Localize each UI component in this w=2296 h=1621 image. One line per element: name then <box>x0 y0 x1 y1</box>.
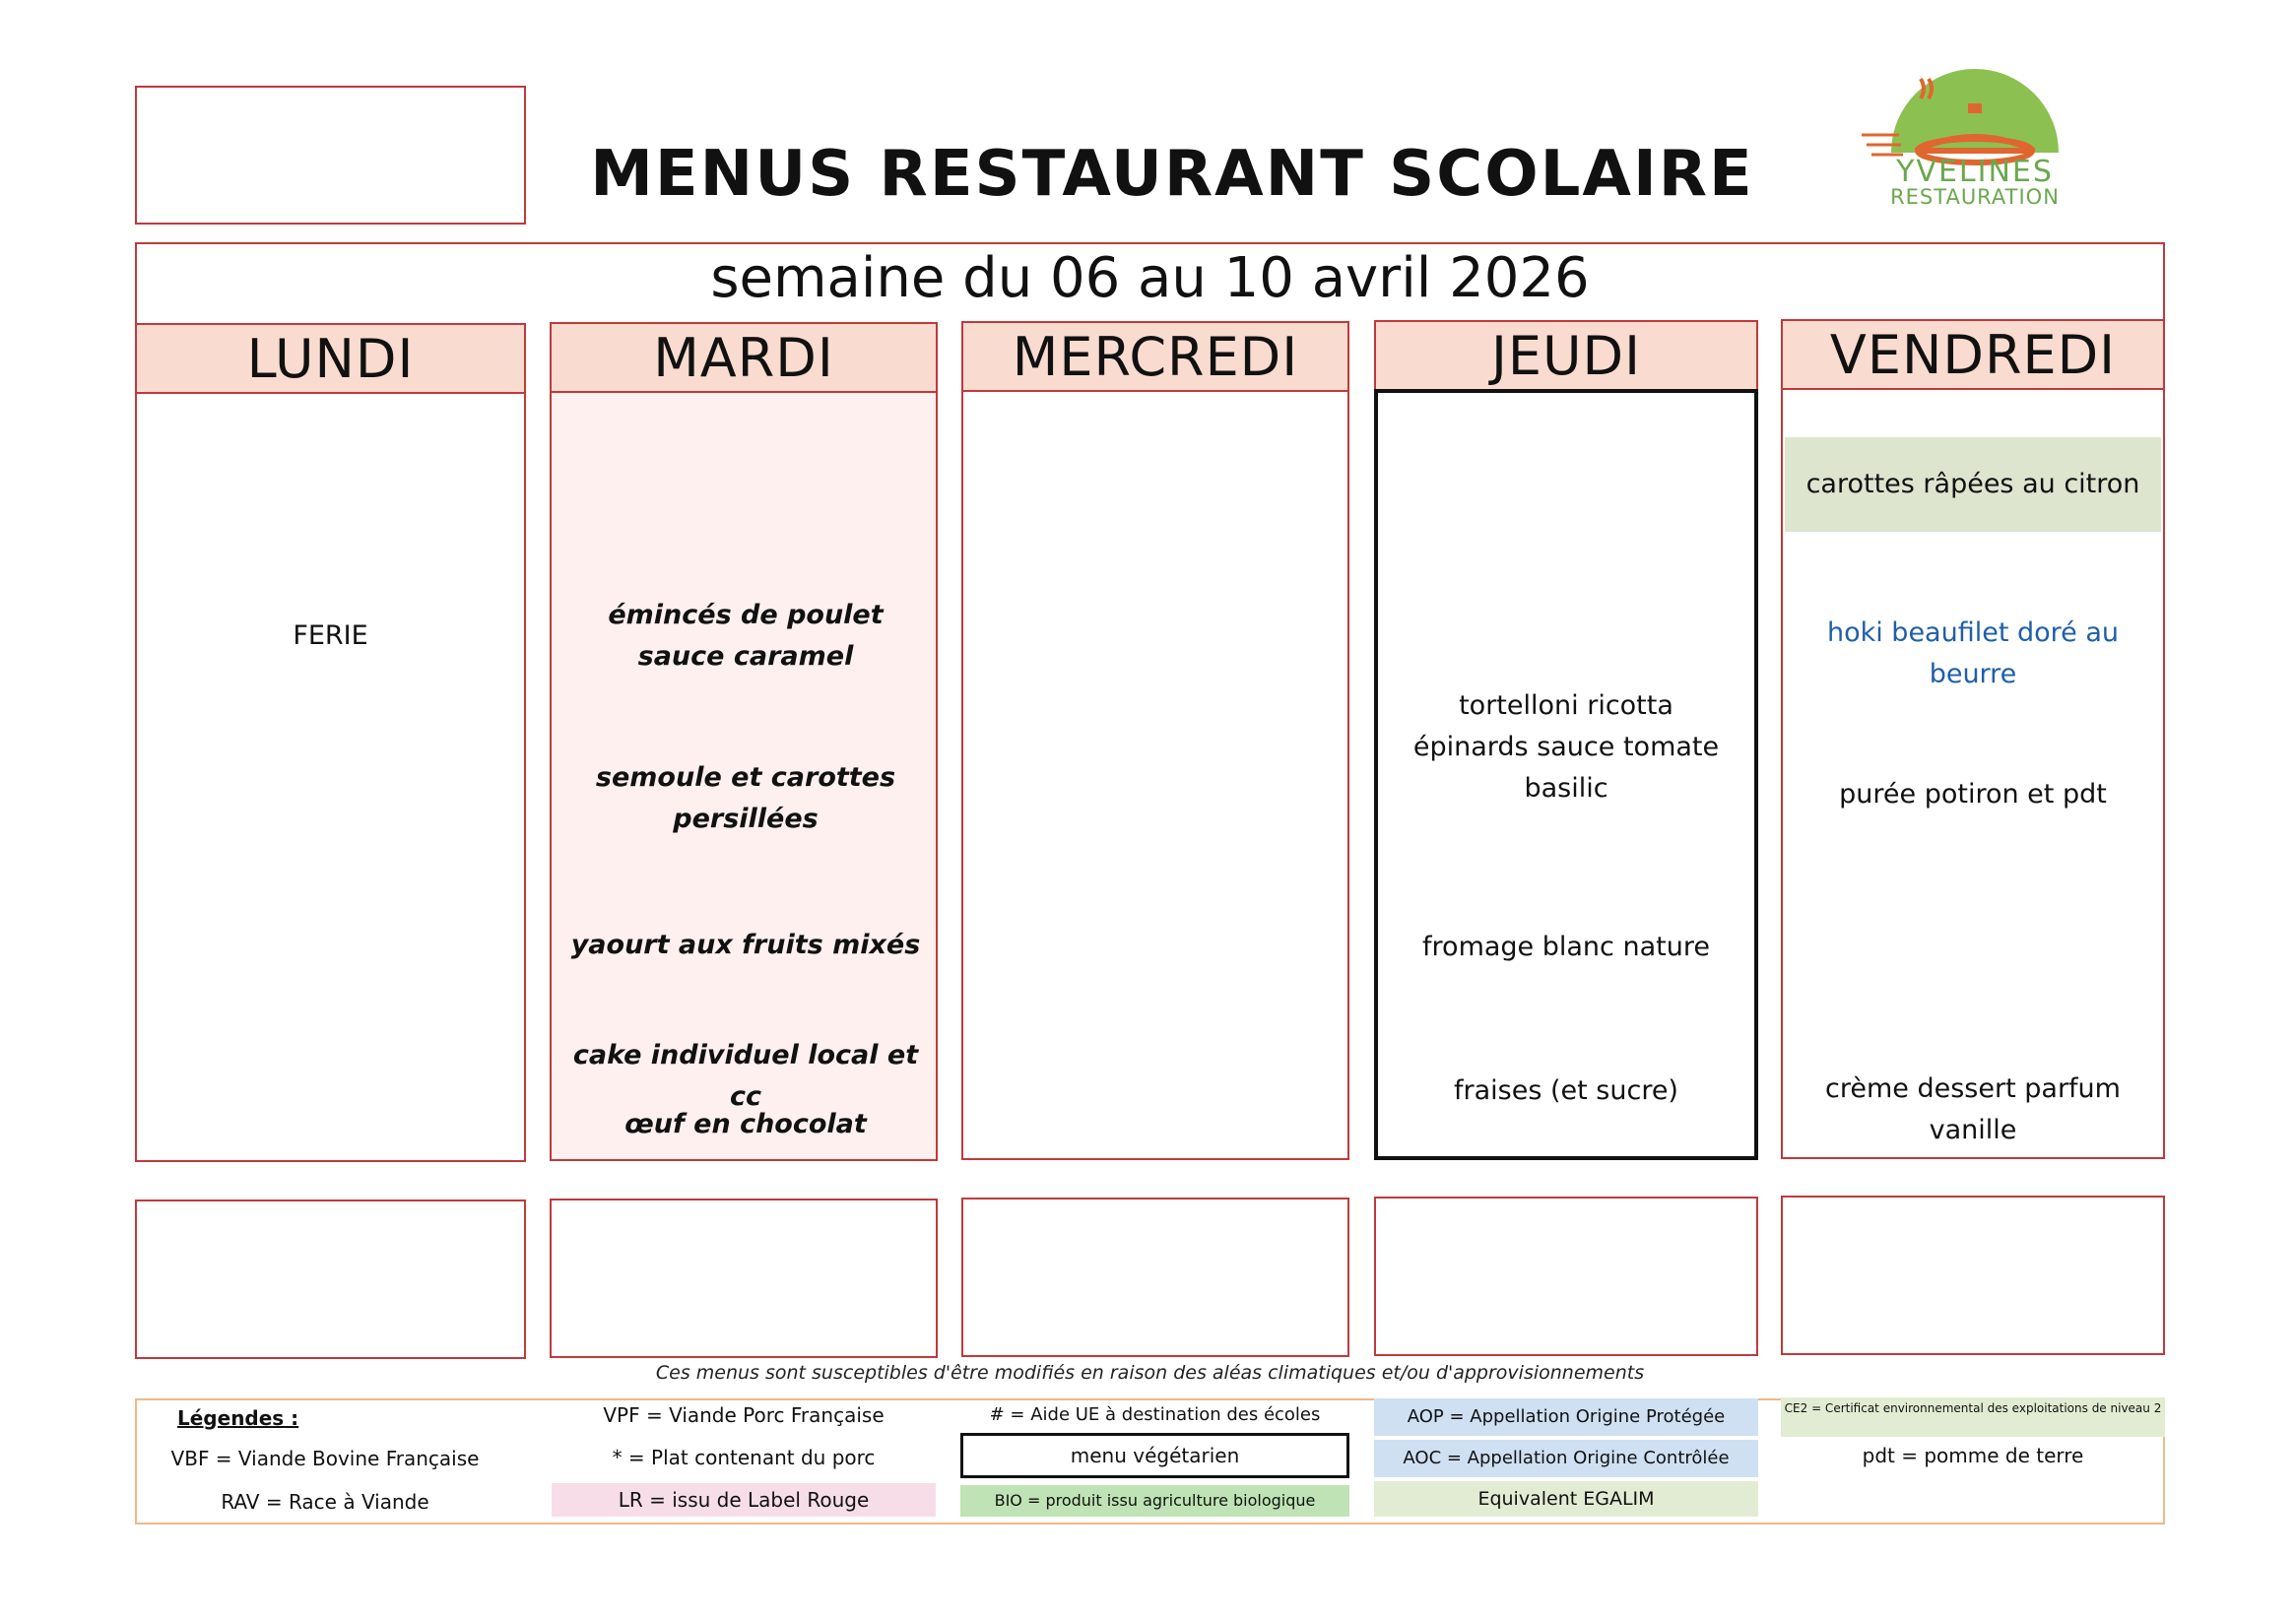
day-body-mercredi <box>961 390 1349 1160</box>
legend-vpf: VPF = Viande Porc Française <box>603 1403 885 1427</box>
day-header-jeudi: JEUDI <box>1374 320 1758 391</box>
day-header-mercredi: MERCREDI <box>961 321 1349 392</box>
legend-title: Légendes : <box>177 1406 299 1430</box>
logo-text-yvelines: YVELINES <box>1896 155 2054 189</box>
legend-rav: RAV = Race à Viande <box>221 1490 429 1514</box>
menu-item-dessert: crème dessert parfum vanille <box>1825 1073 2121 1145</box>
week-title: semaine du 06 au 10 avril 2026 <box>710 246 1590 310</box>
menu-item-extra: œuf en chocolat <box>624 1109 867 1139</box>
legend-bio: BIO = produit issu agriculture biologique <box>960 1485 1349 1517</box>
menu-item-main: hoki beaufilet doré au beurre <box>1826 617 2120 689</box>
legend-lr: LR = issu de Label Rouge <box>552 1483 936 1517</box>
logo-text-restauration: RESTAURATION <box>1890 185 2060 209</box>
legend-veg: menu végétarien <box>960 1433 1349 1478</box>
menu-item-starter: carottes râpées au citron <box>1785 437 2161 532</box>
legend-ce2: CE2 = Certificat environnemental des exploitations de niveau 2 <box>1781 1397 2165 1437</box>
empty-box-top-left <box>135 86 526 225</box>
legend-egalim: Equivalent EGALIM <box>1374 1481 1758 1517</box>
menu-item-dessert: cake individuel local et cc <box>572 1040 919 1112</box>
day-header-vendredi: VENDREDI <box>1781 319 2165 390</box>
disclaimer-text: Ces menus sont susceptibles d'être modifiés en raison des aléas climatiques et/ou d'approvisionnements <box>655 1362 1645 1384</box>
legend-vbf: VBF = Viande Bovine Française <box>170 1447 480 1470</box>
day-body-lundi <box>135 392 526 1162</box>
page-title: MENUS RESTAURANT SCOLAIRE <box>590 138 1754 211</box>
legend-ue: # = Aide UE à destination des écoles <box>989 1404 1321 1425</box>
lower-box-jeudi <box>1374 1197 1758 1356</box>
day-body-jeudi <box>1374 389 1758 1160</box>
menu-item-main: tortelloni ricotta épinards sauce tomate basilic <box>1412 690 1720 804</box>
legend-aop: AOP = Appellation Origine Protégée <box>1374 1398 1758 1436</box>
menu-item-dessert: fraises (et sucre) <box>1454 1075 1678 1106</box>
lower-box-mardi <box>550 1199 938 1358</box>
legend-pdt: pdt = pomme de terre <box>1862 1444 2084 1467</box>
menu-item-dairy: fromage blanc nature <box>1422 932 1710 962</box>
lower-box-lundi <box>135 1200 526 1359</box>
lower-box-mercredi <box>961 1198 1349 1357</box>
lower-box-vendredi <box>1781 1196 2165 1355</box>
menu-item-side: semoule et carottes persillées <box>595 762 896 834</box>
menu-item-side: purée potiron et pdt <box>1839 779 2107 810</box>
legend-porc: * = Plat contenant du porc <box>612 1446 876 1469</box>
legend-aoc: AOC = Appellation Origine Contrôlée <box>1374 1440 1758 1477</box>
menu-item-dairy: yaourt aux fruits mixés <box>570 930 921 960</box>
day-header-mardi: MARDI <box>550 322 938 393</box>
menu-item-main: émincés de poulet sauce caramel <box>608 600 884 672</box>
day-header-lundi: LUNDI <box>135 323 526 394</box>
day-body-mardi <box>550 391 938 1161</box>
menu-item-ferie: FERIE <box>293 620 368 651</box>
day-body-vendredi <box>1781 388 2165 1159</box>
